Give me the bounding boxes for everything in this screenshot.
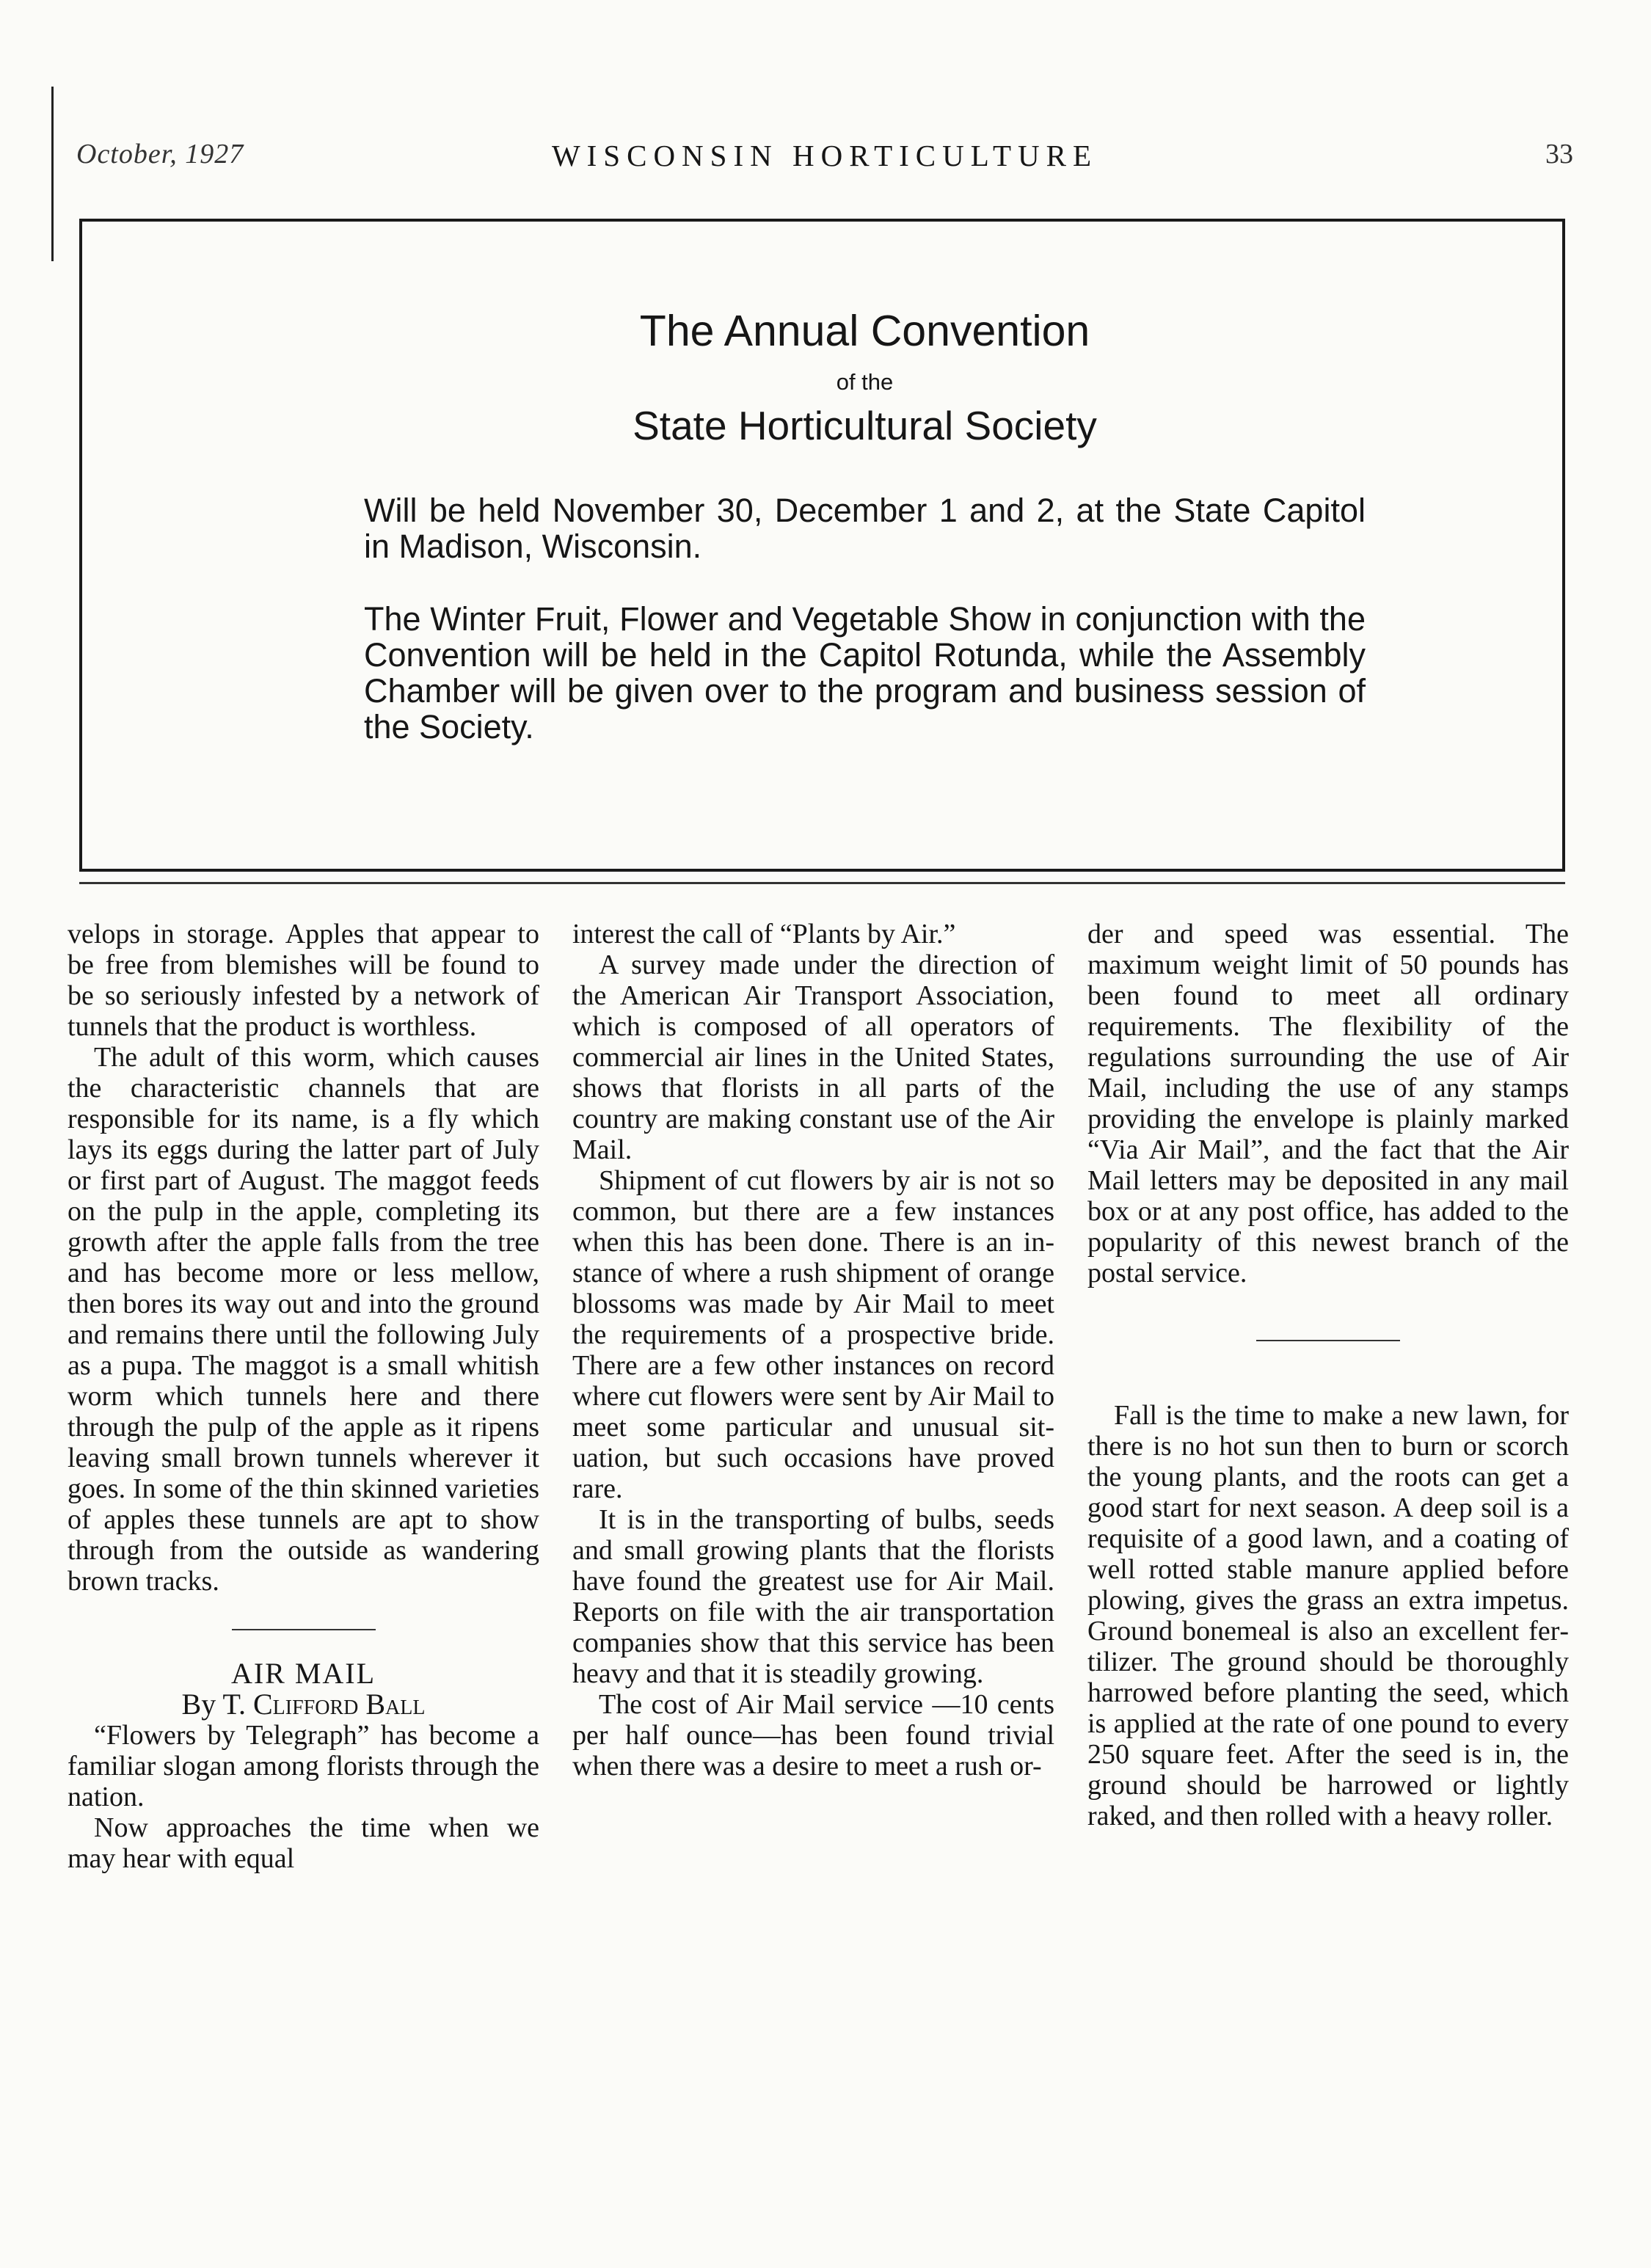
byline-author: Clifford Ball (252, 1688, 426, 1721)
margin-rule (51, 87, 54, 261)
paragraph: The adult of this worm, which causes the characteristic channels that are responsible for its name, is a fly which lays its eggs during the latter part of July or first part of August. The maggot feeds on the pulp in the apple, completing its growth after the apple falls from the tree and has become more or less mellow, then bores its way out and into the ground and remains there until the following July as a pupa. The maggot is a small whitish worm which tunnels here and there through the pulp of the apple as it ripens leaving small brown tunnels wherever it goes. In some of the thin skinned varieties of apples these tunnels are apt to show through from the outside as wandering brown tracks. (68, 1042, 539, 1597)
paragraph: “Flowers by Telegraph” has become a familiar slogan among florists through the nation. (68, 1720, 539, 1812)
column-3 (1087, 919, 1569, 1831)
running-header (76, 138, 1573, 182)
paragraph-lawn: Fall is the time to make a new lawn, for there is no hot sun then to burn or scorch the young plants, and the roots can get a good start for next season. A deep soil is a requisite of a good lawn, and a coating of well rotted stable manure applied before plowing, gives the grass an extra impetus. Ground bonemeal is also an excellent fertilizer. The ground should be thoroughly harrowed before planting the seed, which is applied at the rate of one pound to every 250 square feet. After the seed is in, the ground should be harrowed or lightly raked, and then rolled with a heavy roller. (1087, 1400, 1569, 1831)
convention-notice (364, 305, 1366, 781)
notice-of-the: of the (836, 368, 894, 395)
column-2 (572, 919, 1054, 1782)
paragraph: The cost of Air Mail service —10 cents per half ounce—has been found trivial when there was a desire to meet a rush or- (572, 1689, 1054, 1782)
page-number: 33 (1545, 139, 1573, 169)
paragraph: der and speed was essential. The maximum weight limit of 50 pounds has been found to meet all ordinary requirements. The flexibility of the regulations surrounding the use of Air Mail, including the use of any stamps providing the envelope is plainly marked “Via Air Mail”, and the fact that the Air Mail letters may be deposited in any mail box or at any post office, has added to the popularity of this newest branch of the postal service. (1087, 919, 1569, 1288)
paragraph: velops in storage. Apples that appear to be free from blemishes will be found to be so seriously infested by a network of tunnels that the product is worthless. (68, 919, 539, 1042)
notice-paragraph-dates: Will be held November 30, December 1 and 2, at the State Capitol in Madison, Wisconsin. (364, 491, 1366, 565)
paragraph: Shipment of cut flowers by air is not so common, but there are a few instances when this has been done. There is an instance of where a rush shipment of orange blossoms was made by Air Mail to meet the requirements of a prospective bride. There are a few other instances on record where cut flowers were sent by Air Mail to meet some particular and unusual situation, but such occasions have proved rare. (572, 1165, 1054, 1504)
notice-subtitle: State Horticultural Society (633, 402, 1097, 448)
article-heading: AIR MAIL (230, 1657, 376, 1690)
section-divider (232, 1629, 376, 1630)
convention-notice-box (79, 219, 1565, 872)
section-divider (1256, 1340, 1400, 1341)
notice-title: The Annual Convention (639, 307, 1090, 355)
paragraph: Now approaches the time when we may hear with equal (68, 1812, 539, 1874)
issue-date: October, 1927 (76, 139, 244, 169)
column-1 (68, 919, 539, 1874)
divider-rule (79, 882, 1565, 884)
paragraph: A survey made under the direction of the American Air Transport Association, which is composed of all operators of commercial air lines in the United States, shows that florists in all parts of the country are making constant use of the Air Mail. (572, 949, 1054, 1165)
byline-by: By T. (181, 1688, 246, 1721)
byline (68, 1689, 539, 1720)
journal-title: WISCONSIN HORTICULTURE (551, 139, 1098, 172)
notice-paragraph-show: The Winter Fruit, Flower and Vegetable Show in conjunction with the Convention will be held in the Capitol Rotunda, while the Assembly Chamber will be given over to the program and business session of the Society. (364, 599, 1366, 745)
paragraph: interest the call of “Plants by Air.” (572, 919, 956, 949)
paragraph: It is in the transporting of bulbs, seeds and small growing plants that the florists have found the greatest use for Air Mail. Reports on file with the air transportation companies show that this service has been heavy and that it is steadily growing. (572, 1504, 1054, 1689)
